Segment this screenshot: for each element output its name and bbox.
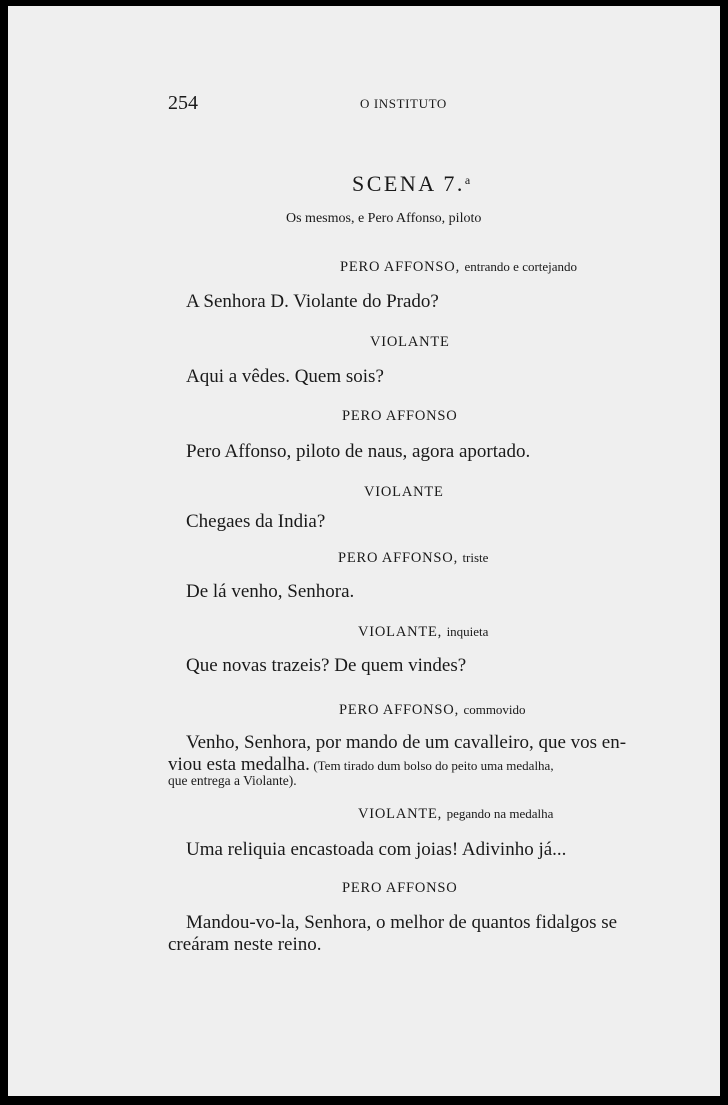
speaker-name: VIOLANTE <box>364 484 444 500</box>
stage-direction: (Tem tirado dum bolso do peito uma medalha, <box>313 758 554 773</box>
speaker-name: PERO AFFONSO, <box>339 702 459 718</box>
speaker-name: VIOLANTE, <box>358 624 443 640</box>
page-number: 254 <box>168 92 198 114</box>
stage-direction: triste <box>462 550 489 565</box>
speaker-heading <box>358 624 488 641</box>
dialogue-line: Mandou-vo-la, Senhora, o melhor de quantos fidalgos se <box>186 912 618 933</box>
book-page <box>8 6 720 1096</box>
scene-title-text: SCENA 7. <box>352 171 465 196</box>
scene-title <box>352 171 470 197</box>
speaker-name: PERO AFFONSO <box>342 880 458 896</box>
speaker-heading <box>358 806 553 823</box>
speaker-heading <box>370 334 450 351</box>
speaker-heading <box>338 550 488 567</box>
dialogue-line: Chegaes da India? <box>186 511 326 532</box>
dialogue-line: A Senhora D. Violante do Prado? <box>186 291 439 312</box>
stage-direction: inquieta <box>446 624 489 639</box>
dialogue-line: viou esta medalha. <box>168 754 310 775</box>
dialogue-line: Uma reliquia encastoada com joias! Adivinho já... <box>186 839 567 860</box>
speaker-heading <box>342 880 458 897</box>
running-title: O INSTITUTO <box>360 96 447 111</box>
stage-direction: que entrega a Violante). <box>168 773 297 788</box>
dialogue-line: Venho, Senhora, por mando de um cavalleiro, que vos en- <box>186 732 627 753</box>
dialogue-line: Aqui a vêdes. Quem sois? <box>186 366 384 387</box>
dialogue-line: creáram neste reino. <box>168 934 322 955</box>
scene-ordinal-superscript: a <box>464 173 471 187</box>
speaker-name: PERO AFFONSO, <box>340 259 460 275</box>
dialogue-line: Pero Affonso, piloto de naus, agora aportado. <box>186 441 531 462</box>
speaker-name: VIOLANTE, <box>358 806 443 822</box>
speaker-name: PERO AFFONSO, <box>338 550 458 566</box>
scene-cast: Os mesmos, e Pero Affonso, piloto <box>286 211 482 226</box>
speaker-heading <box>342 408 458 425</box>
speaker-heading <box>339 702 526 719</box>
stage-direction: commovido <box>463 702 526 717</box>
speaker-heading <box>364 484 444 501</box>
dialogue-line: Que novas trazeis? De quem vindes? <box>186 655 467 676</box>
stage-direction: entrando e cortejando <box>464 259 578 274</box>
speaker-name: VIOLANTE <box>370 334 450 350</box>
dialogue-line: De lá venho, Senhora. <box>186 581 355 602</box>
speaker-name: PERO AFFONSO <box>342 408 458 424</box>
stage-direction: pegando na medalha <box>446 806 554 821</box>
speaker-heading <box>340 259 577 276</box>
